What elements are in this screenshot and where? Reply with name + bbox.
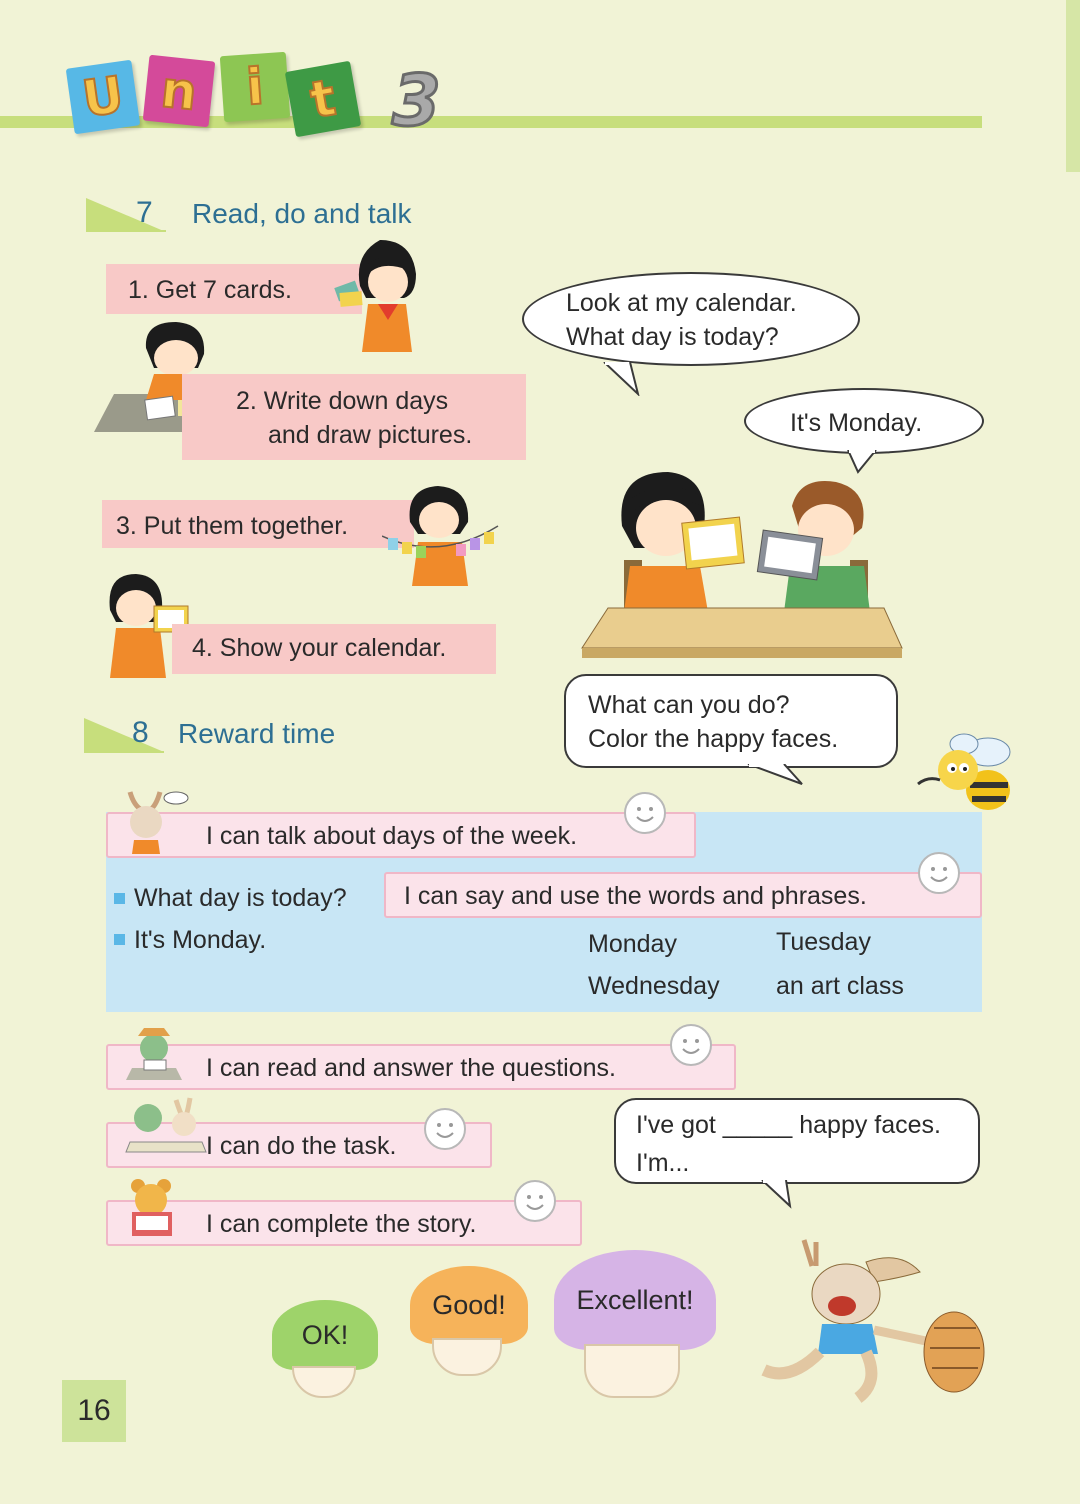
section7-title: Read, do and talk [192,198,412,229]
bee-illustration [914,726,1018,822]
step-1-label [106,264,362,314]
step-3-text: 3. Put them together. [116,512,349,540]
section8-marker [84,718,164,752]
can-complete-text: I can complete the story. [206,1210,477,1238]
bubble-calendar-line2: What day is today? [566,323,779,351]
can-read-text: I can read and answer the questions. [206,1054,616,1082]
step-2-line1: 2. Write down days [236,387,449,415]
unit-number: 3 [392,60,441,142]
mushroom-ok-cap[interactable] [272,1300,378,1370]
bear-reading-icon [124,1174,180,1238]
step-4-text: 4. Show your calendar. [192,634,447,662]
rabbit-with-basket-illustration [750,1232,990,1404]
unit-tile-n: n [143,55,216,128]
girl-with-cards-illustration [332,234,422,358]
bubble-happy-faces-line2: I'm... [636,1149,690,1177]
speech-bubble-monday [744,388,984,454]
word-wednesday: Wednesday [588,972,720,1000]
bubble-tail-calendar [600,362,650,396]
section8-underline [84,751,164,753]
mushroom-good-cap[interactable] [410,1266,528,1344]
happy-face-do[interactable] [424,1108,466,1150]
section7-marker [86,198,166,232]
phrase-its-monday: It's Monday. [134,926,267,954]
animals-reading-icon [124,1094,208,1154]
section7-underline [86,230,166,232]
bubble-tail-what-can [744,764,808,788]
unit-tile-i: i [220,52,290,122]
mushroom-excellent-cap[interactable] [554,1250,716,1350]
speech-bubble-calendar [522,272,860,366]
bubble-monday-text: It's Monday. [790,409,923,437]
section8-title: Reward time [178,718,336,749]
page-edge-bar [1066,0,1080,172]
word-tuesday: Tuesday [776,928,871,956]
step-1-text: 1. Get 7 cards. [128,276,292,304]
can-read-strip [106,1044,736,1090]
mushroom-ok-stem [292,1366,356,1398]
happy-face-talk[interactable] [624,792,666,834]
mushroom-excellent-label: Excellent! [576,1284,694,1315]
can-talk-text: I can talk about days of the week. [206,822,578,850]
word-monday: Monday [588,930,677,958]
reading-animal-icon [124,1024,184,1080]
unit-tile-u: U [66,60,141,135]
speech-bubble-happy-faces [614,1098,980,1184]
unit-tile-t: t [285,61,361,137]
thinking-rabbit-icon [120,782,190,854]
phrase-bullet-2 [114,934,125,945]
mushroom-ok-label: OK! [301,1319,349,1350]
mushroom-good-label: Good! [432,1289,506,1320]
phrase-what-day: What day is today? [134,884,347,912]
step-2-label [182,374,526,460]
word-art-class: an art class [776,972,904,1000]
page-number: 16 [62,1380,126,1442]
bubble-what-can-line2: Color the happy faces. [588,725,839,753]
bubble-calendar-line1: Look at my calendar. [566,289,797,317]
can-say-text: I can say and use the words and phrases. [404,882,867,910]
speech-bubble-what-can [564,674,898,768]
phrase-bullet-1 [114,893,125,904]
section8-number: 8 [132,716,149,749]
mushroom-good-stem [432,1338,502,1376]
happy-face-say[interactable] [918,852,960,894]
can-say-strip [384,872,982,918]
step-3-label [102,500,414,548]
step-2-line2: and draw pictures. [268,421,473,449]
bubble-what-can-line1: What can you do? [588,691,790,719]
step-4-label [172,624,496,674]
mushroom-excellent-stem [584,1344,680,1398]
happy-face-complete[interactable] [514,1180,556,1222]
section7-number: 7 [136,196,153,229]
happy-face-read[interactable] [670,1024,712,1066]
girl-with-card-banner-illustration [382,482,502,590]
bubble-tail-happy-faces [760,1180,800,1210]
can-do-text: I can do the task. [206,1132,397,1160]
can-talk-strip [106,812,696,858]
kids-at-table-illustration [580,466,904,662]
bubble-happy-faces-line1: I've got _____ happy faces. [636,1111,941,1139]
